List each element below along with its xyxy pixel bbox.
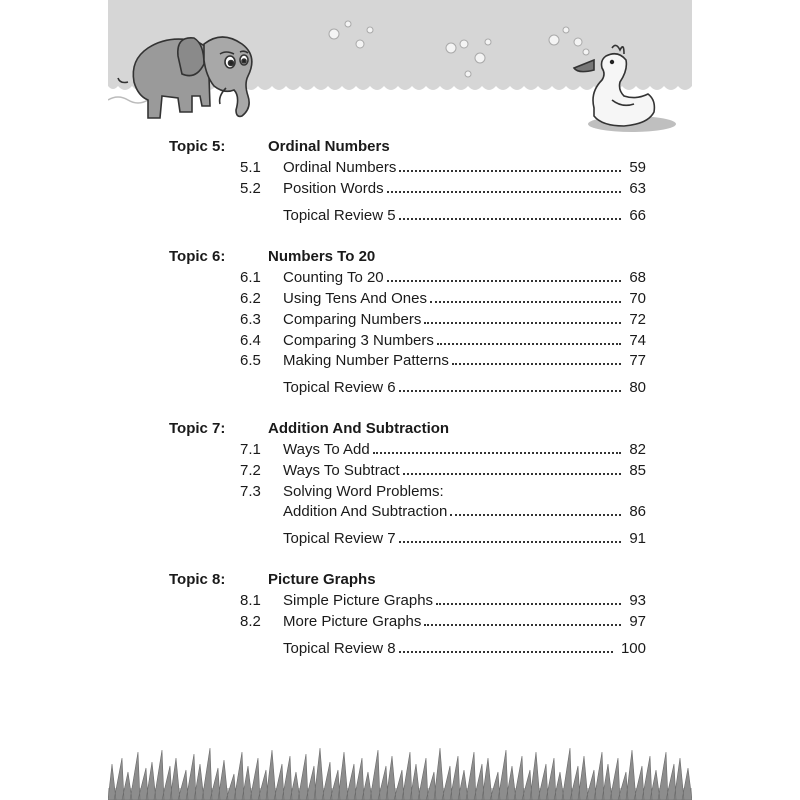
entry-number: 6.4	[240, 332, 261, 349]
entry-page: 85	[629, 462, 646, 479]
toc-review-entry[interactable]	[240, 379, 646, 399]
dot-leader	[399, 170, 621, 172]
topic-heading	[169, 571, 376, 588]
entry-title-continued: Addition And Subtraction	[283, 503, 448, 520]
entry-title: Using Tens And Ones	[283, 290, 427, 307]
toc-entry[interactable]	[240, 332, 646, 352]
toc-entry[interactable]	[240, 462, 646, 482]
topic-label: Topic 7:	[169, 420, 226, 437]
topic-title: Picture Graphs	[268, 571, 376, 588]
entry-number: 8.1	[240, 592, 261, 609]
toc-entry[interactable]	[240, 352, 646, 372]
topic-title: Ordinal Numbers	[268, 138, 390, 155]
topic-title: Addition And Subtraction	[268, 420, 450, 437]
dot-leader	[436, 603, 621, 605]
toc-review-entry[interactable]	[240, 207, 646, 227]
review-page: 80	[629, 379, 646, 396]
entry-title: Counting To 20	[283, 269, 384, 286]
dot-leader	[452, 363, 621, 365]
toc-entry-continuation[interactable]	[240, 503, 646, 523]
entry-title: Ordinal Numbers	[283, 159, 397, 176]
entry-page: 77	[629, 352, 646, 369]
topic-heading	[169, 420, 449, 437]
entry-number: 7.3	[240, 483, 261, 500]
entry-page: 59	[629, 159, 646, 176]
dot-leader	[387, 280, 622, 282]
dot-leader	[387, 191, 622, 193]
entry-number: 5.1	[240, 159, 261, 176]
toc-entry[interactable]	[240, 159, 646, 179]
entry-page: 82	[629, 441, 646, 458]
grass-decoration	[108, 744, 692, 800]
toc-entry[interactable]	[240, 613, 646, 633]
toc-review-entry[interactable]	[240, 530, 646, 550]
review-page: 91	[629, 530, 646, 547]
toc-entry[interactable]	[240, 290, 646, 310]
entry-page: 86	[629, 503, 646, 520]
review-title: Topical Review 7	[283, 530, 396, 547]
dot-leader	[399, 651, 613, 653]
dot-leader	[399, 541, 622, 543]
entry-number: 7.2	[240, 462, 261, 479]
entry-page: 74	[629, 332, 646, 349]
review-page: 100	[620, 640, 646, 657]
entry-page: 63	[629, 180, 646, 197]
toc-entry[interactable]	[240, 592, 646, 612]
dot-leader	[450, 514, 621, 516]
entry-page: 70	[629, 290, 646, 307]
entry-title: Comparing 3 Numbers	[283, 332, 434, 349]
entry-title: Simple Picture Graphs	[283, 592, 434, 609]
document-page	[108, 0, 692, 800]
toc-entry[interactable]	[240, 441, 646, 461]
dot-leader	[399, 390, 622, 392]
entry-number: 6.1	[240, 269, 261, 286]
review-title: Topical Review 6	[283, 379, 396, 396]
entry-number: 7.1	[240, 441, 261, 458]
entry-number: 5.2	[240, 180, 261, 197]
dot-leader	[424, 624, 621, 626]
entry-page: 68	[629, 269, 646, 286]
entry-title: Position Words	[283, 180, 384, 197]
toc-entry[interactable]	[240, 311, 646, 331]
toc-entry[interactable]	[240, 483, 646, 503]
topic-title: Numbers To 20	[268, 248, 376, 265]
entry-title: Making Number Patterns	[283, 352, 449, 369]
entry-page: 72	[629, 311, 646, 328]
header-banner	[108, 0, 692, 140]
topic-heading	[169, 248, 375, 265]
entry-number: 8.2	[240, 613, 261, 630]
toc-review-entry[interactable]	[240, 640, 646, 660]
entry-number: 6.5	[240, 352, 261, 369]
entry-title: More Picture Graphs	[283, 613, 422, 630]
review-title: Topical Review 8	[283, 640, 396, 657]
toc-entry[interactable]	[240, 269, 646, 289]
entry-title: Solving Word Problems:	[283, 483, 444, 500]
entry-number: 6.3	[240, 311, 261, 328]
dot-leader	[373, 452, 622, 454]
dot-leader	[403, 473, 622, 475]
topic-label: Topic 5:	[169, 138, 226, 155]
entry-title: Ways To Subtract	[283, 462, 400, 479]
dot-leader	[437, 343, 621, 345]
review-page: 66	[629, 207, 646, 224]
entry-page: 97	[629, 613, 646, 630]
entry-title: Ways To Add	[283, 441, 370, 458]
topic-label: Topic 6:	[169, 248, 226, 265]
dot-leader	[424, 322, 621, 324]
topic-label: Topic 8:	[169, 571, 226, 588]
review-title: Topical Review 5	[283, 207, 396, 224]
entry-number: 6.2	[240, 290, 261, 307]
dot-leader	[399, 218, 622, 220]
dot-leader	[430, 301, 621, 303]
entry-title: Comparing Numbers	[283, 311, 422, 328]
entry-page: 93	[629, 592, 646, 609]
toc-entry[interactable]	[240, 180, 646, 200]
topic-heading	[169, 138, 390, 155]
